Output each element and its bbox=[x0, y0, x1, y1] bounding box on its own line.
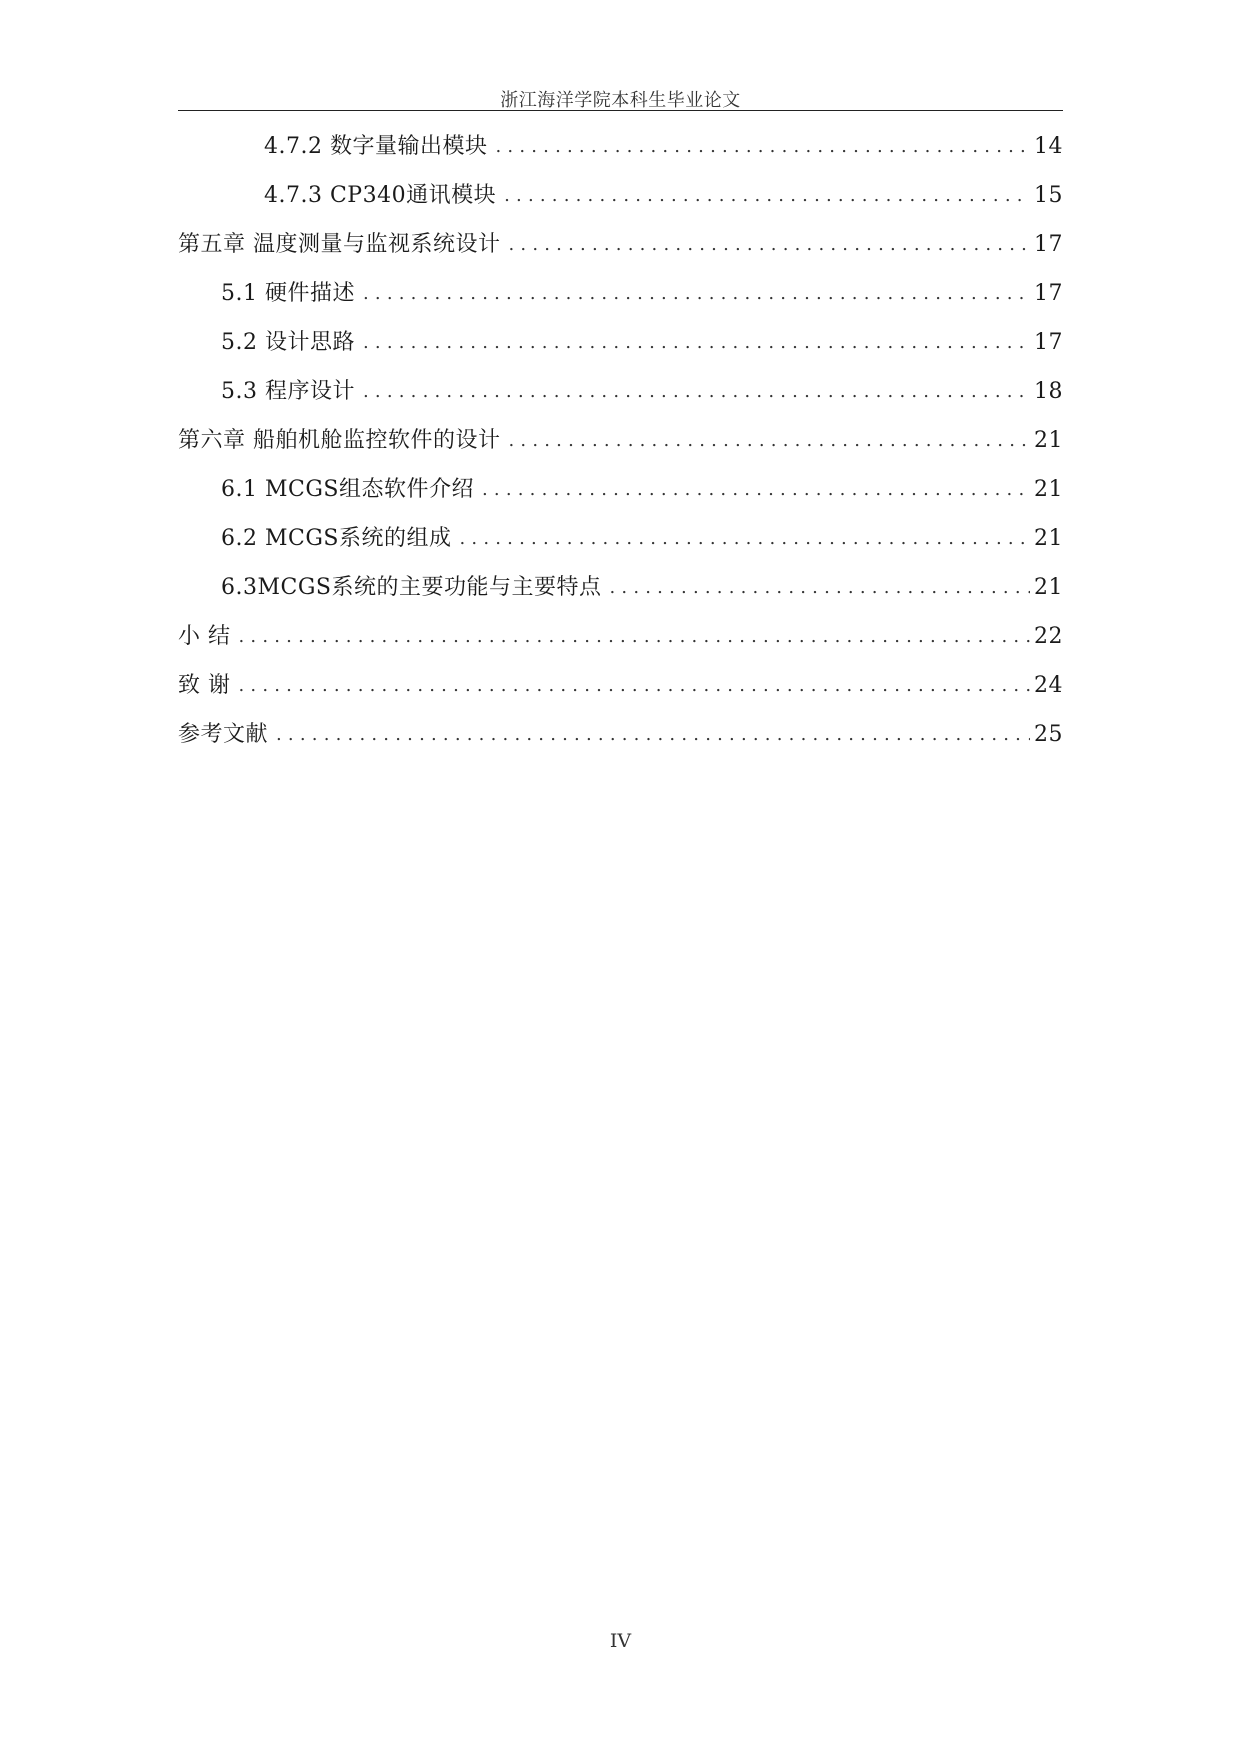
toc-entry-label: 6.2 MCGS系统的组成 bbox=[221, 526, 452, 551]
toc-entry-page: 21 bbox=[1034, 575, 1063, 600]
page-header-title: 浙江海洋学院本科生毕业论文 bbox=[500, 90, 741, 111]
toc-entry-label: 小 结 bbox=[178, 624, 231, 649]
toc-entry-label: 6.1 MCGS组态软件介绍 bbox=[221, 477, 474, 502]
toc-entry-label: 4.7.3 CP340通讯模块 bbox=[264, 183, 497, 208]
toc-entry-label: 4.7.2 数字量输出模块 bbox=[264, 134, 488, 159]
toc-entry-page: 17 bbox=[1034, 232, 1063, 257]
toc-entry-label: 第五章 温度测量与监视系统设计 bbox=[178, 232, 501, 257]
toc-dot-leader bbox=[460, 514, 1031, 563]
header-divider bbox=[178, 110, 1063, 111]
toc-entry-page: 25 bbox=[1034, 722, 1063, 747]
toc-entry-page: 15 bbox=[1034, 183, 1063, 208]
toc-entry-page: 17 bbox=[1034, 281, 1063, 306]
toc-entry[interactable] bbox=[178, 563, 1063, 612]
toc-entry-page: 22 bbox=[1034, 624, 1063, 649]
toc-dot-leader bbox=[482, 465, 1030, 514]
toc-entry-label: 5.2 设计思路 bbox=[221, 330, 355, 355]
toc-entry[interactable] bbox=[178, 122, 1063, 171]
toc-entry-label: 致 谢 bbox=[178, 673, 231, 698]
toc-dot-leader bbox=[509, 416, 1031, 465]
toc-entry[interactable] bbox=[178, 514, 1063, 563]
toc-dot-leader bbox=[363, 318, 1030, 367]
toc-dot-leader bbox=[363, 269, 1030, 318]
toc-entry-page: 24 bbox=[1034, 673, 1063, 698]
table-of-contents bbox=[178, 122, 1063, 759]
toc-dot-leader bbox=[239, 612, 1031, 661]
toc-entry-page: 17 bbox=[1034, 330, 1063, 355]
page-number: IV bbox=[609, 1630, 632, 1652]
toc-entry[interactable] bbox=[178, 318, 1063, 367]
toc-entry[interactable] bbox=[178, 220, 1063, 269]
toc-entry[interactable] bbox=[178, 710, 1063, 759]
toc-entry[interactable] bbox=[178, 465, 1063, 514]
toc-entry[interactable] bbox=[178, 612, 1063, 661]
toc-entry-page: 18 bbox=[1034, 379, 1063, 404]
toc-entry-page: 21 bbox=[1034, 477, 1063, 502]
toc-dot-leader bbox=[495, 122, 1030, 171]
toc-entry-label: 参考文献 bbox=[178, 722, 269, 747]
toc-entry[interactable] bbox=[178, 269, 1063, 318]
toc-entry[interactable] bbox=[178, 171, 1063, 220]
toc-entry-page: 14 bbox=[1034, 134, 1063, 159]
toc-entry-label: 第六章 船舶机舱监控软件的设计 bbox=[178, 428, 501, 453]
toc-entry[interactable] bbox=[178, 367, 1063, 416]
toc-dot-leader bbox=[610, 563, 1031, 612]
toc-dot-leader bbox=[239, 661, 1031, 710]
toc-dot-leader bbox=[276, 710, 1030, 759]
toc-dot-leader bbox=[509, 220, 1031, 269]
toc-dot-leader bbox=[504, 171, 1030, 220]
toc-entry-page: 21 bbox=[1034, 526, 1063, 551]
toc-entry-label: 6.3MCGS系统的主要功能与主要特点 bbox=[221, 575, 602, 600]
toc-entry-label: 5.1 硬件描述 bbox=[221, 281, 355, 306]
toc-dot-leader bbox=[363, 367, 1030, 416]
toc-entry-label: 5.3 程序设计 bbox=[221, 379, 355, 404]
toc-entry[interactable] bbox=[178, 661, 1063, 710]
toc-entry-page: 21 bbox=[1034, 428, 1063, 453]
toc-entry[interactable] bbox=[178, 416, 1063, 465]
